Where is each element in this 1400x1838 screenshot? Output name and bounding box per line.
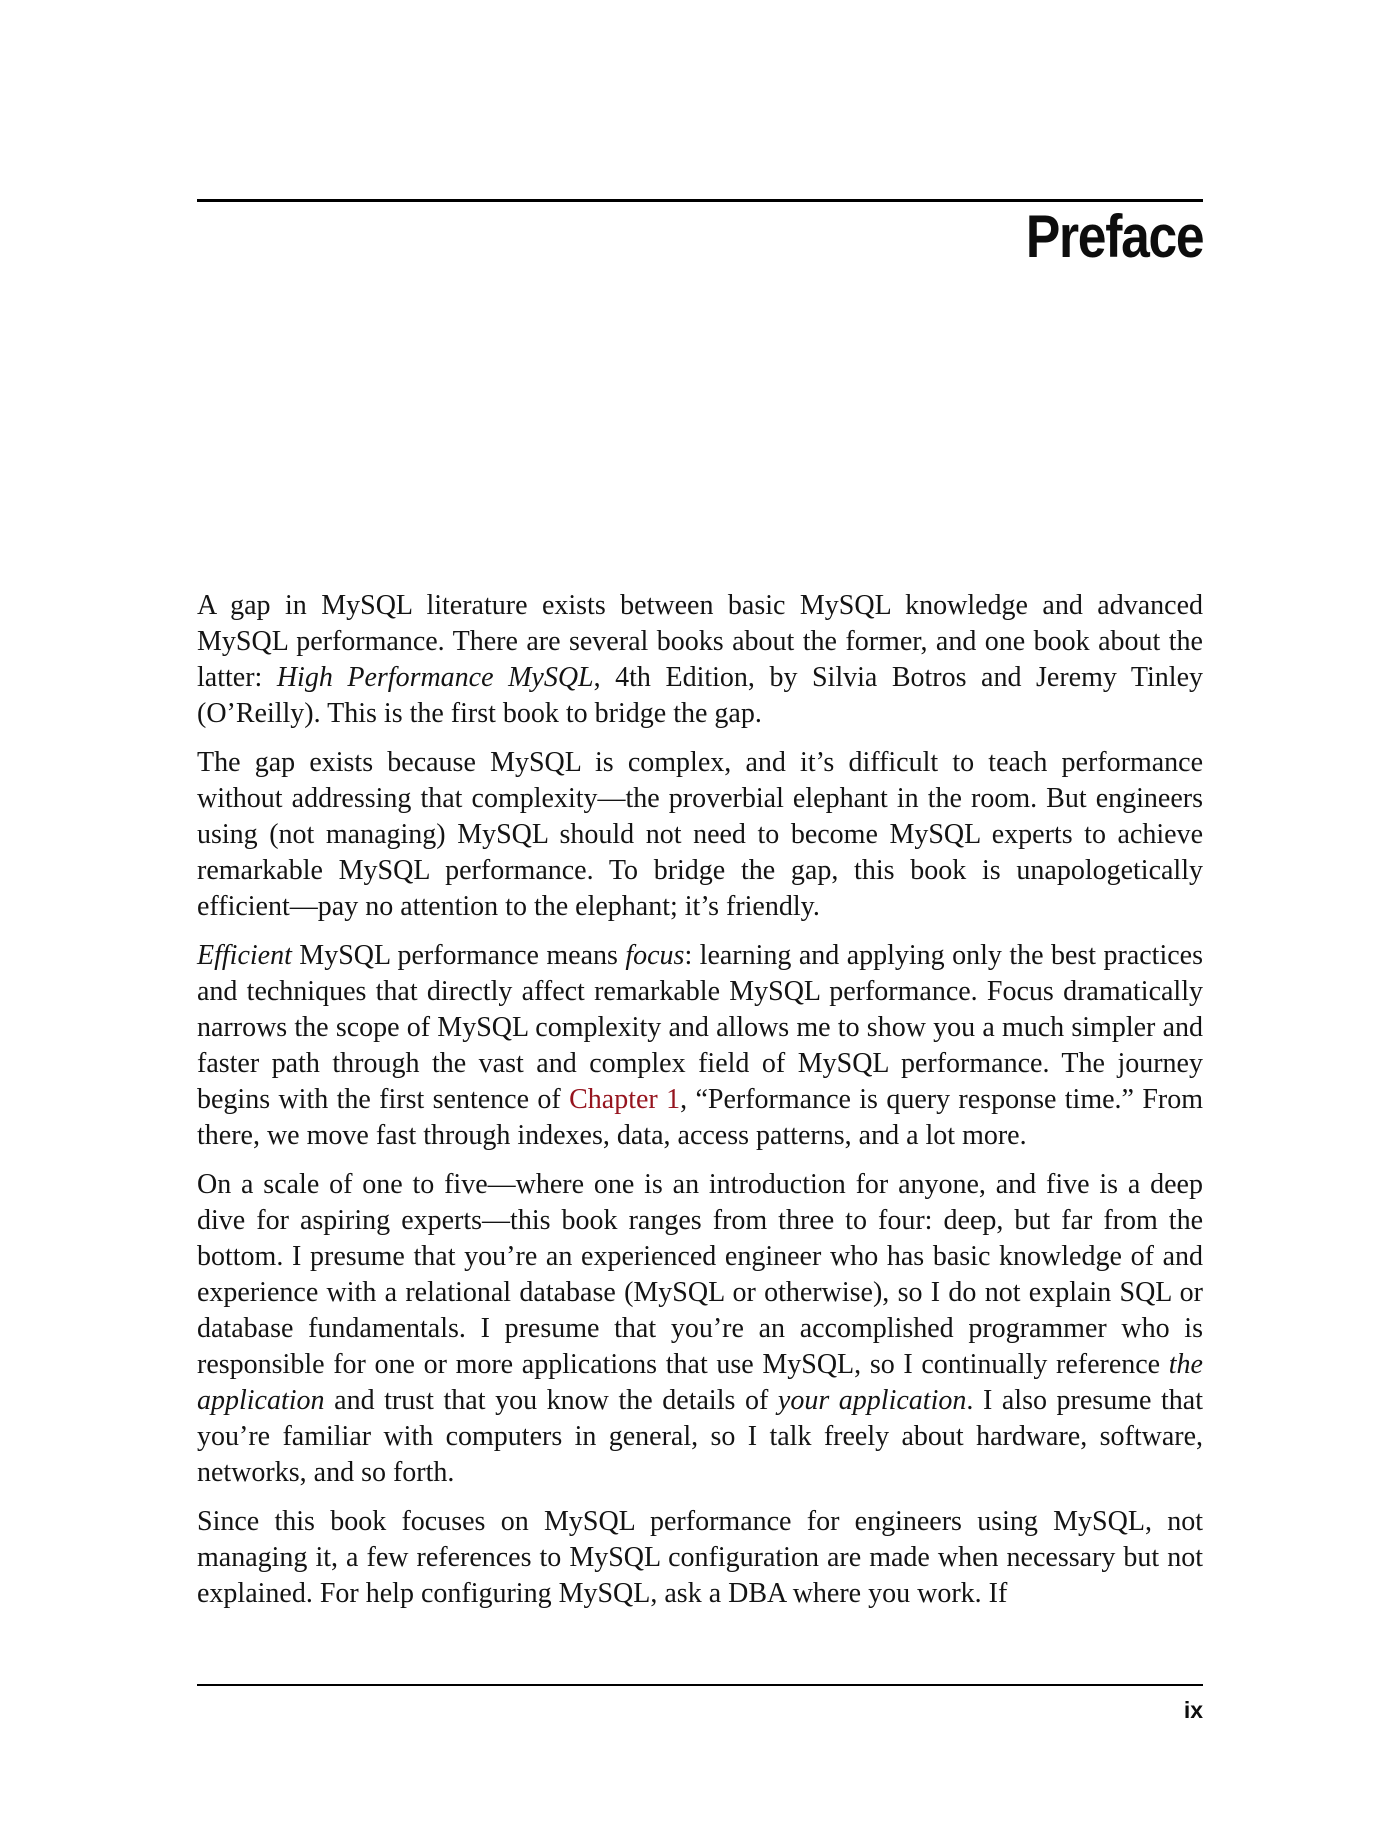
paragraph: [197, 1167, 1203, 1491]
text-run: A gap in MySQL literature exists between basic MySQL knowledge and advanced MySQL performance. There are several books about the former, and one book about the latter:: [197, 590, 1203, 693]
italic-text: Efficient: [197, 940, 292, 971]
text-run: , 4th Edition, by Silvia Botros and Jeremy Tinley (O’Reilly). This is the first book to bridge the gap.: [197, 662, 1203, 729]
italic-text: focus: [625, 940, 685, 971]
italic-text: High Performance MySQL: [276, 662, 594, 693]
text-run: , “Performance is query response time.” From there, we move fast through indexes, data, access patterns, and a lot more.: [197, 1084, 1204, 1151]
paragraph: [197, 588, 1203, 732]
header-rule: [197, 199, 1203, 202]
body-text: [197, 588, 1203, 1625]
text-run: and trust that you know the details of: [324, 1385, 778, 1416]
italic-text: the application: [197, 1349, 1203, 1416]
paragraph: [197, 1504, 1203, 1612]
text-run: . I also presume that you’re familiar with computers in general, so I talk freely about hardware, software, networks, and so forth.: [197, 1385, 1203, 1488]
text-run: Since this book focuses on MySQL performance for engineers using MySQL, not managing it, a few references to MySQL configuration are made when necessary but not explained. For help configuring MySQL, ask a DBA where you work. If: [197, 1506, 1203, 1609]
page-title: Preface: [1025, 203, 1203, 270]
page-number: ix: [1183, 1697, 1203, 1723]
text-run: MySQL performance means: [291, 940, 626, 971]
text-run: The gap exists because MySQL is complex, and it’s difficult to teach performance without addressing that complexity—the proverbial elephant in the room. But engineers using (not managing) MySQL should not need to become MySQL experts to achieve remarkable MySQL performance. To bridge the gap, this book is unapologetically efficient—pay no attention to the elephant; it’s friendly.: [197, 747, 1203, 922]
chapter-1-link[interactable]: Chapter 1: [569, 1084, 681, 1115]
footer-rule: [197, 1684, 1203, 1686]
text-run: On a scale of one to five—where one is an introduction for anyone, and five is a deep dive for aspiring experts—this book ranges from three to four: deep, but far from the bottom. I presume that you’re an experienced engineer who has basic knowledge of and experience with a relational database (MySQL or otherwise), so I do not explain SQL or database fundamentals. I presume that you’re an accomplished programmer who is responsible for one or more applications that use MySQL, so I continually reference: [197, 1169, 1203, 1380]
text-run: : learning and applying only the best practices and techniques that directly affect remarkable MySQL performance. Focus dramatically narrows the scope of MySQL complexity and allows me to show you a much simpler and faster path through the vast and complex field of MySQL performance. The journey begins with the first sentence of: [197, 940, 1203, 1115]
paragraph: [197, 938, 1203, 1154]
italic-text: your application: [777, 1385, 967, 1416]
paragraph: [197, 745, 1203, 925]
